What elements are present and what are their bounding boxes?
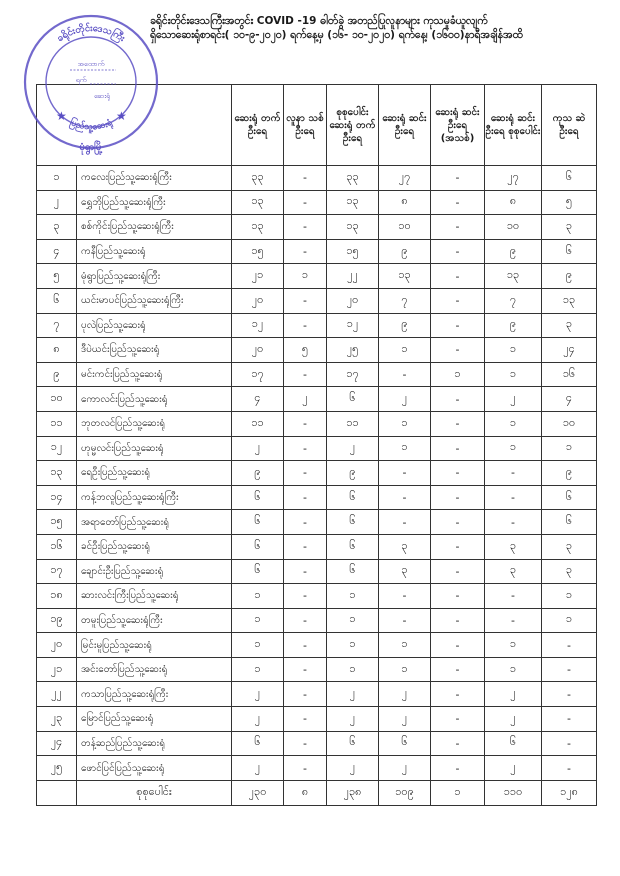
count-cell: - <box>542 682 597 707</box>
total-cell: ၂၃၈ <box>327 780 379 805</box>
stamp-inner-2: ရက် <box>75 76 87 84</box>
table-row <box>37 584 597 609</box>
count-cell: ၉ <box>327 461 379 486</box>
count-cell: ၂၀ <box>232 288 284 313</box>
count-cell: ၂၄ <box>542 338 597 363</box>
count-cell: - <box>485 485 542 510</box>
count-cell: ၆ <box>485 731 542 756</box>
count-cell: - <box>431 608 485 633</box>
hospital-name: ဖောင်ပြင်ပြည်သူ့ဆေးရုံ <box>77 756 232 781</box>
count-cell: - <box>431 682 485 707</box>
hospital-name: ရွှေဘိုပြည်သူ့ဆေးရုံကြီး <box>77 190 232 215</box>
count-cell: - <box>284 288 327 313</box>
count-cell: ၂၇ <box>485 166 542 191</box>
header-new-patients: လူနာ သစ် ဦးရေ <box>284 85 327 166</box>
header-discharged-new: ဆေးရုံ ဆင်း ဦးရေ (အသစ်) <box>431 85 485 166</box>
table-row <box>37 411 597 436</box>
count-cell: - <box>542 731 597 756</box>
count-cell: ၆ <box>232 485 284 510</box>
stamp-inner-3: ဆေးရုံ <box>93 92 111 100</box>
table-row <box>37 313 597 338</box>
count-cell: - <box>431 731 485 756</box>
count-cell: ၁ <box>327 608 379 633</box>
count-cell: - <box>431 510 485 535</box>
count-cell: ၂ <box>327 436 379 461</box>
count-cell: - <box>379 584 431 609</box>
row-number: ၄ <box>37 239 77 264</box>
count-cell: - <box>284 215 327 240</box>
count-cell: ၄ <box>542 387 597 412</box>
count-cell: - <box>431 436 485 461</box>
table-row <box>37 239 597 264</box>
count-cell: ၁ <box>232 584 284 609</box>
count-cell: ၁ <box>232 657 284 682</box>
hospital-covid-table <box>36 84 597 806</box>
hospital-name: ကသာပြည်သူ့ဆေးရုံကြီး <box>77 682 232 707</box>
count-cell: ၉ <box>485 239 542 264</box>
count-cell: - <box>542 756 597 781</box>
hospital-name: ရေဦးပြည်သူ့ဆေးရုံ <box>77 461 232 486</box>
row-number: ၇ <box>37 313 77 338</box>
count-cell: ၁၂ <box>327 313 379 338</box>
hospital-name: မုံရွာပြည်သူ့ဆေးရုံကြီး <box>77 264 232 289</box>
hospital-name: ကောလင်းပြည်သူ့ဆေးရုံ <box>77 387 232 412</box>
count-cell: ၂ <box>379 387 431 412</box>
stamp-center-text: မုံရွာမြို့ <box>79 142 103 153</box>
count-cell: ၂၁ <box>232 264 284 289</box>
count-cell: - <box>431 461 485 486</box>
hospital-name: ချောင်းဦးပြည်သူ့ဆေးရုံ <box>77 559 232 584</box>
count-cell: - <box>485 510 542 535</box>
count-cell: ၆ <box>232 510 284 535</box>
count-cell: ၅ <box>542 190 597 215</box>
count-cell: - <box>431 313 485 338</box>
count-cell: ၆ <box>327 387 379 412</box>
count-cell: ၁၂ <box>232 313 284 338</box>
table-row <box>37 387 597 412</box>
count-cell: ၁ <box>542 584 597 609</box>
count-cell: ၂ <box>379 756 431 781</box>
row-number: ၁၆ <box>37 534 77 559</box>
count-cell: - <box>284 608 327 633</box>
count-cell: ၁ <box>485 362 542 387</box>
count-cell: ၁ <box>327 584 379 609</box>
count-cell: ၂ <box>379 682 431 707</box>
count-cell: - <box>284 510 327 535</box>
table-row <box>37 510 597 535</box>
count-cell: ၆ <box>327 510 379 535</box>
count-cell: ၂၇ <box>379 166 431 191</box>
row-number: ၂၀ <box>37 633 77 658</box>
header-total-admitted: စုစုပေါင်း ဆေးရုံ တက် ဦးရေ <box>327 85 379 166</box>
hospital-name: ယင်းမာပင်ပြည်သူ့ဆေးရုံကြီး <box>77 288 232 313</box>
table-row <box>37 362 597 387</box>
count-cell: ၉ <box>542 264 597 289</box>
count-cell: ၄ <box>232 387 284 412</box>
count-cell: - <box>379 485 431 510</box>
title-line-2: ရှိသောဆေးရုံစာရင်း( ၁၀-၉-၂၀၂၀) ရက်နေ့မှ (၁၆- ၁၀-၂၀၂၀) ရက်နေ့၊ (၁၆၀၀)နာရီအချိန်အထိ <box>150 29 523 41</box>
count-cell: - <box>542 633 597 658</box>
row-number: ၆ <box>37 288 77 313</box>
count-cell: - <box>284 461 327 486</box>
count-cell: ၆ <box>542 239 597 264</box>
count-cell: - <box>485 461 542 486</box>
count-cell: - <box>431 707 485 732</box>
hospital-name: ဘုတလင်ပြည်သူ့ဆေးရုံ <box>77 411 232 436</box>
count-cell: - <box>431 657 485 682</box>
hospital-name: ဒီပဲယင်းပြည်သူ့ဆေးရုံ <box>77 338 232 363</box>
table-row <box>37 288 597 313</box>
count-cell: ၁၇ <box>232 362 284 387</box>
row-number: ၁၇ <box>37 559 77 584</box>
count-cell: ၂၀ <box>232 338 284 363</box>
count-cell: ၁ <box>232 633 284 658</box>
count-cell: ၉ <box>379 239 431 264</box>
table-row <box>37 756 597 781</box>
table-row <box>37 461 597 486</box>
total-row <box>37 780 597 805</box>
count-cell: - <box>284 239 327 264</box>
hospital-name: မင်းကင်းပြည်သူ့ဆေးရုံ <box>77 362 232 387</box>
count-cell: ၃၃ <box>232 166 284 191</box>
count-cell: ၆ <box>327 485 379 510</box>
hospital-name: ခင်ဦးပြည်သူ့ဆေးရုံ <box>77 534 232 559</box>
count-cell: ၁၁ <box>327 411 379 436</box>
count-cell: ၂ <box>284 387 327 412</box>
hospital-name: ပုလဲပြည်သူ့ဆေးရုံ <box>77 313 232 338</box>
count-cell: ၂ <box>485 756 542 781</box>
count-cell: ၉ <box>542 461 597 486</box>
count-cell: ၆ <box>379 731 431 756</box>
count-cell: ၁ <box>379 657 431 682</box>
count-cell: ၁၃ <box>327 215 379 240</box>
count-cell: - <box>284 682 327 707</box>
table-row <box>37 731 597 756</box>
count-cell: ၂၂ <box>327 264 379 289</box>
count-cell: ၁၇ <box>327 362 379 387</box>
count-cell: ၁၃ <box>232 215 284 240</box>
count-cell: ၆ <box>542 166 597 191</box>
count-cell: - <box>485 608 542 633</box>
count-cell: - <box>284 436 327 461</box>
table-row <box>37 190 597 215</box>
count-cell: ၁၃ <box>379 264 431 289</box>
count-cell: - <box>431 166 485 191</box>
count-cell: ၈ <box>485 190 542 215</box>
hospital-name: တမူးပြည်သူ့ဆေးရုံကြီး <box>77 608 232 633</box>
table-row <box>37 608 597 633</box>
row-number: ၁၂ <box>37 436 77 461</box>
count-cell: - <box>379 608 431 633</box>
count-cell: ၅ <box>284 338 327 363</box>
count-cell: - <box>284 633 327 658</box>
count-cell: ၁ <box>485 436 542 461</box>
hospital-name: ကလေးပြည်သူ့ဆေးရုံကြီး <box>77 166 232 191</box>
stamp-ring-bottom: ပြည်သူ့ဆေးရုံ <box>68 117 114 133</box>
count-cell: - <box>431 534 485 559</box>
title-line-1: ခရိုင်းတိုင်းဒေသကြီးအတွင်း COVID -19 ဓါတ်ခွဲ အတည်ပြုလူနာများ ကုသမှုခံယူလျက် <box>150 15 488 27</box>
count-cell: ၁ <box>379 633 431 658</box>
count-cell: ၃ <box>542 559 597 584</box>
count-cell: - <box>431 387 485 412</box>
count-cell: ၂ <box>327 682 379 707</box>
count-cell: - <box>284 657 327 682</box>
row-number: ၁၃ <box>37 461 77 486</box>
count-cell: ၂၅ <box>327 338 379 363</box>
count-cell: ၆ <box>327 534 379 559</box>
total-cell: ၂၃၀ <box>232 780 284 805</box>
count-cell: ၂ <box>327 756 379 781</box>
count-cell: ၁၃ <box>327 190 379 215</box>
count-cell: ၁၃ <box>232 190 284 215</box>
count-cell: ၇ <box>485 288 542 313</box>
header-discharged-total: ဆေးရုံ ဆင်း ဦးရေ စုစုပေါင်း <box>485 85 542 166</box>
count-cell: ၂ <box>232 436 284 461</box>
count-cell: - <box>431 338 485 363</box>
count-cell: ၁ <box>379 436 431 461</box>
count-cell: ၆ <box>542 510 597 535</box>
count-cell: ၁ <box>542 608 597 633</box>
official-stamp <box>18 8 164 156</box>
count-cell: - <box>284 411 327 436</box>
table-row <box>37 338 597 363</box>
count-cell: ၁၀ <box>379 215 431 240</box>
row-number: ၂၁ <box>37 657 77 682</box>
row-number: ၁၁ <box>37 411 77 436</box>
count-cell: ၆ <box>542 485 597 510</box>
count-cell: - <box>284 313 327 338</box>
count-cell: - <box>542 657 597 682</box>
total-cell: ၁၁၀ <box>485 780 542 805</box>
row-number: ၁၀ <box>37 387 77 412</box>
table-row <box>37 264 597 289</box>
count-cell: ၆ <box>232 534 284 559</box>
count-cell: - <box>284 190 327 215</box>
total-blank <box>37 780 77 805</box>
count-cell: ၁ <box>379 411 431 436</box>
row-number: ၁၉ <box>37 608 77 633</box>
hospital-name: ဆားလင်းကြီးပြည်သူ့ဆေးရုံ <box>77 584 232 609</box>
table-row <box>37 707 597 732</box>
count-cell: ၁ <box>485 338 542 363</box>
count-cell: ၂ <box>327 707 379 732</box>
count-cell: - <box>542 707 597 732</box>
table-row <box>37 682 597 707</box>
row-number: ၂၅ <box>37 756 77 781</box>
total-cell: ၁၂၈ <box>542 780 597 805</box>
stamp-ring-top: ခရိုင်းတိုင်းဒေသကြီး <box>54 22 127 45</box>
count-cell: ၁ <box>379 338 431 363</box>
count-cell: ၁၁ <box>232 411 284 436</box>
row-number: ၁၅ <box>37 510 77 535</box>
row-number: ၂၃ <box>37 707 77 732</box>
table-row <box>37 436 597 461</box>
count-cell: - <box>431 264 485 289</box>
count-cell: ၇ <box>379 288 431 313</box>
table-row <box>37 485 597 510</box>
count-cell: ၂ <box>485 387 542 412</box>
count-cell: ၁၅ <box>327 239 379 264</box>
count-cell: ၃ <box>485 559 542 584</box>
table-row <box>37 534 597 559</box>
table-row <box>37 215 597 240</box>
count-cell: - <box>431 485 485 510</box>
count-cell: ၃ <box>542 313 597 338</box>
row-number: ၅ <box>37 264 77 289</box>
count-cell: - <box>284 534 327 559</box>
count-cell: ၁၀ <box>485 215 542 240</box>
stamp-inner-1: အထောက် <box>77 60 105 68</box>
count-cell: - <box>284 559 327 584</box>
count-cell: ၉ <box>485 313 542 338</box>
stamp-star-right-icon: ★ <box>116 109 127 123</box>
row-number: ၂၂ <box>37 682 77 707</box>
row-number: ၁ <box>37 166 77 191</box>
hospital-name: စစ်ကိုင်းပြည်သူ့ဆေးရုံကြီး <box>77 215 232 240</box>
count-cell: ၉ <box>379 313 431 338</box>
count-cell: ၁ <box>485 657 542 682</box>
count-cell: ၆ <box>232 559 284 584</box>
count-cell: - <box>431 756 485 781</box>
count-cell: - <box>431 190 485 215</box>
count-cell: ၃၃ <box>327 166 379 191</box>
count-cell: - <box>379 362 431 387</box>
count-cell: ၃ <box>542 215 597 240</box>
table-row <box>37 559 597 584</box>
count-cell: ၆ <box>232 731 284 756</box>
count-cell: ၃ <box>379 559 431 584</box>
hospital-name: ကန့်ဘလူပြည်သူ့ဆေးရုံကြီး <box>77 485 232 510</box>
header-under-treatment: ကုသ ဆဲ ဦးရေ <box>542 85 597 166</box>
count-cell: - <box>431 633 485 658</box>
count-cell: - <box>284 584 327 609</box>
row-number: ၈ <box>37 338 77 363</box>
row-number: ၂ <box>37 190 77 215</box>
count-cell: ၆ <box>327 731 379 756</box>
count-cell: ၃ <box>542 534 597 559</box>
row-number: ၂၄ <box>37 731 77 756</box>
count-cell: - <box>379 461 431 486</box>
count-cell: ၁၀ <box>542 411 597 436</box>
total-cell: ၁၀၉ <box>379 780 431 805</box>
count-cell: - <box>379 510 431 535</box>
count-cell: - <box>431 559 485 584</box>
count-cell: - <box>284 756 327 781</box>
count-cell: ၂ <box>485 682 542 707</box>
count-cell: ၁ <box>485 411 542 436</box>
count-cell: - <box>284 707 327 732</box>
count-cell: ၁ <box>327 633 379 658</box>
count-cell: ၂ <box>232 756 284 781</box>
count-cell: - <box>485 584 542 609</box>
count-cell: ၂ <box>232 707 284 732</box>
count-cell: ၆ <box>327 559 379 584</box>
count-cell: ၁ <box>284 264 327 289</box>
count-cell: - <box>431 584 485 609</box>
count-cell: ၉ <box>232 461 284 486</box>
hospital-name: အရာတော်ပြည်သူ့ဆေးရုံ <box>77 510 232 535</box>
count-cell: ၁ <box>485 633 542 658</box>
count-cell: - <box>284 485 327 510</box>
row-number: ၉ <box>37 362 77 387</box>
table-row <box>37 633 597 658</box>
count-cell: ၃ <box>485 534 542 559</box>
count-cell: ၂ <box>485 707 542 732</box>
row-number: ၁၄ <box>37 485 77 510</box>
header-discharged: ဆေးရုံ ဆင်း ဦးရေ <box>379 85 431 166</box>
count-cell: ၁၃ <box>542 288 597 313</box>
count-cell: ၁၃ <box>485 264 542 289</box>
table-row <box>37 657 597 682</box>
total-label: စုစုပေါင်း <box>77 780 232 805</box>
header-admitted: ဆေးရုံ တက် ဦးရေ <box>232 85 284 166</box>
count-cell: ၁ <box>327 657 379 682</box>
hospital-name: ဟုမ္မလင်းပြည်သူ့ဆေးရုံ <box>77 436 232 461</box>
count-cell: ၂၀ <box>327 288 379 313</box>
count-cell: - <box>284 731 327 756</box>
total-cell: ၈ <box>284 780 327 805</box>
document-title <box>150 14 605 42</box>
hospital-name: ကနီပြည်သူ့ဆေးရုံ <box>77 239 232 264</box>
count-cell: - <box>284 362 327 387</box>
count-cell: - <box>284 166 327 191</box>
count-cell: ၁ <box>542 436 597 461</box>
count-cell: - <box>431 239 485 264</box>
count-cell: ၁ <box>232 608 284 633</box>
hospital-name: တန့်ဆည်ပြည်သူ့ဆေးရုံ <box>77 731 232 756</box>
count-cell: - <box>431 288 485 313</box>
hospital-name: မြင်းမူပြည်သူ့ဆေးရုံ <box>77 633 232 658</box>
row-number: ၁၈ <box>37 584 77 609</box>
count-cell: - <box>431 411 485 436</box>
stamp-star-left-icon: ★ <box>56 109 67 123</box>
count-cell: ၁၅ <box>232 239 284 264</box>
count-cell: ၃ <box>379 534 431 559</box>
row-number: ၃ <box>37 215 77 240</box>
count-cell: ၂ <box>379 707 431 732</box>
hospital-name: မြောင်ပြည်သူ့ဆေးရုံ <box>77 707 232 732</box>
table-row <box>37 166 597 191</box>
count-cell: ၈ <box>379 190 431 215</box>
count-cell: ၁၆ <box>542 362 597 387</box>
count-cell: ၁ <box>431 362 485 387</box>
total-cell: ၁ <box>431 780 485 805</box>
count-cell: - <box>431 215 485 240</box>
count-cell: ၂ <box>232 682 284 707</box>
hospital-name: အင်းတော်ပြည်သူ့ဆေးရုံ <box>77 657 232 682</box>
